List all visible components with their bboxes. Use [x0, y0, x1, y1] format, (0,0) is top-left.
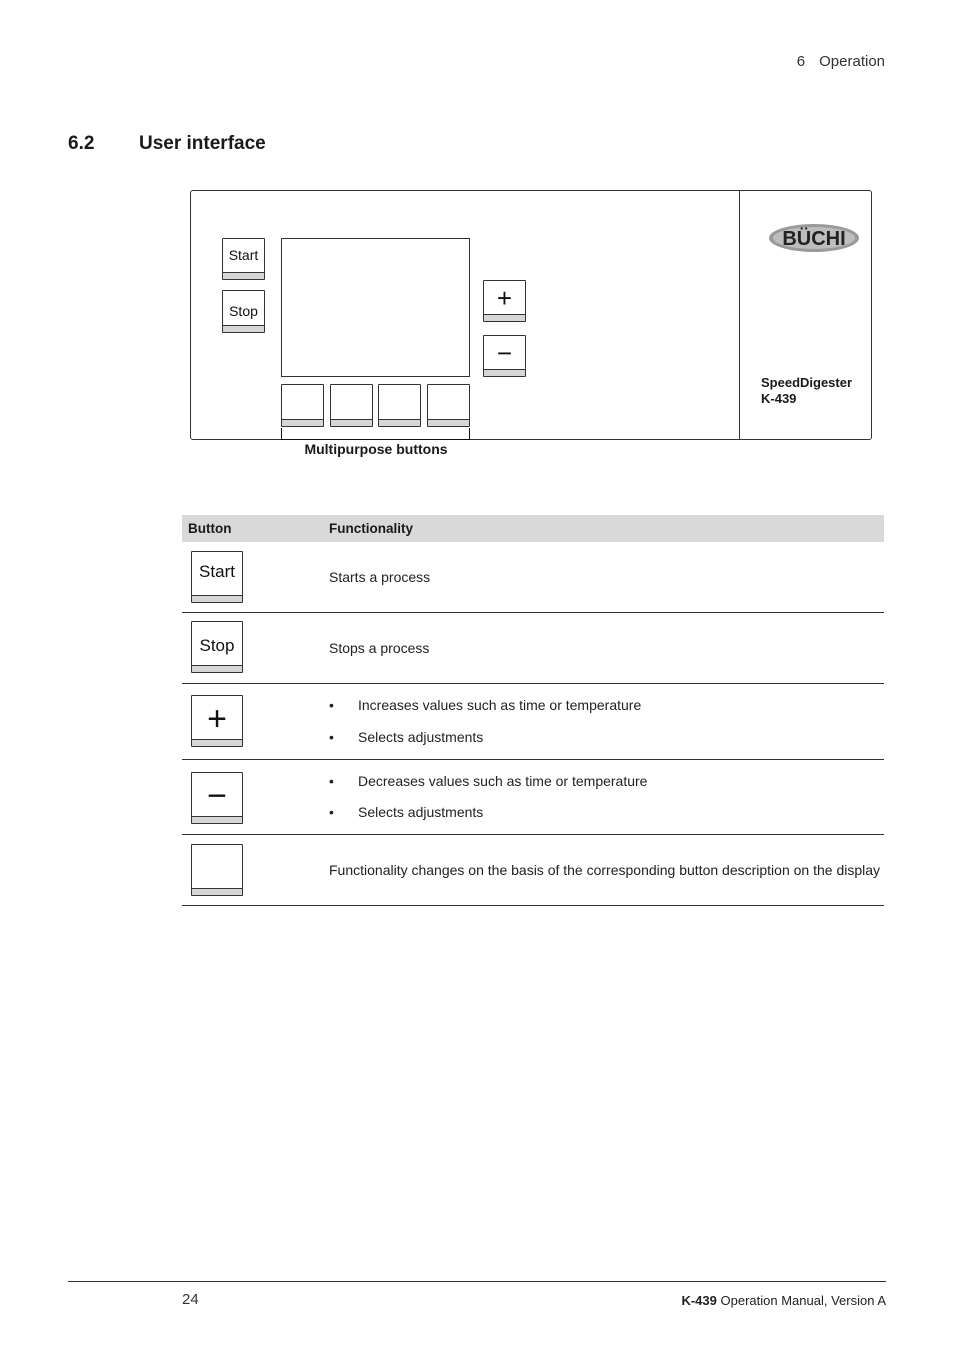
- logo-text: BÜCHI: [782, 228, 846, 250]
- minus-key: [483, 335, 526, 377]
- stop-key: [191, 621, 243, 673]
- section-title: User interface: [139, 133, 266, 154]
- bullet-text: Decreases values such as time or temperature: [358, 773, 648, 789]
- device-panel-illustration: [190, 190, 872, 457]
- panel-divider: [739, 191, 740, 439]
- stop-key-label: Stop: [199, 636, 235, 655]
- display-screen: [281, 238, 470, 377]
- bullet-text: Selects adjustments: [358, 804, 484, 820]
- table-header: [182, 515, 884, 542]
- start-key: [222, 238, 265, 280]
- running-header: [797, 53, 885, 70]
- multipurpose-key-4: [427, 384, 470, 427]
- multipurpose-buttons-label: Multipurpose buttons: [291, 441, 461, 457]
- bullet-dot: •: [329, 697, 334, 713]
- section-number: 6.2: [68, 133, 95, 154]
- bullet-dot: •: [329, 729, 334, 745]
- multipurpose-bracket: [281, 428, 470, 440]
- minus-key: [191, 772, 243, 824]
- chapter-number: 6: [796, 53, 806, 70]
- table-row: [182, 542, 884, 613]
- footer-document-reference: [681, 1293, 886, 1308]
- table-row: [182, 760, 884, 835]
- footer-model: K-439: [681, 1293, 717, 1308]
- footer-rule: [68, 1281, 886, 1282]
- plus-symbol: +: [496, 283, 513, 313]
- multipurpose-key-3: [378, 384, 421, 427]
- model-line-2: K-439: [761, 391, 797, 406]
- table-row: [182, 684, 884, 760]
- minus-symbol: −: [207, 777, 227, 815]
- plus-key: [191, 695, 243, 747]
- start-key-label: Start: [199, 562, 235, 581]
- bullet-text: Selects adjustments: [358, 729, 484, 745]
- footer-title: Operation Manual, Version A: [720, 1293, 886, 1308]
- row-description: Starts a process: [329, 569, 431, 585]
- bullet-text: Increases values such as time or temperature: [358, 697, 642, 713]
- multipurpose-key-1: [281, 384, 324, 427]
- buchi-logo: [768, 223, 860, 255]
- page-number: 24: [182, 1291, 199, 1308]
- stop-key: [222, 290, 265, 333]
- bullet-dot: •: [329, 804, 334, 820]
- stop-key-label: Stop: [229, 303, 258, 319]
- col-header-button: Button: [188, 521, 232, 536]
- table-row: [182, 835, 884, 906]
- model-line-1: SpeedDigester: [761, 375, 853, 390]
- model-name: [761, 375, 852, 407]
- multipurpose-key: [191, 844, 243, 896]
- col-header-functionality: Functionality: [329, 521, 413, 536]
- start-key: [191, 551, 243, 603]
- multipurpose-key-2: [330, 384, 373, 427]
- plus-key: [483, 280, 526, 322]
- chapter-title: Operation: [819, 53, 885, 70]
- button-functionality-table: [182, 515, 884, 906]
- row-description: Functionality changes on the basis of the corresponding button description on the display: [329, 862, 881, 878]
- start-key-label: Start: [228, 247, 259, 263]
- plus-symbol: +: [207, 700, 227, 738]
- minus-symbol: −: [496, 338, 513, 368]
- bullet-dot: •: [329, 773, 334, 789]
- table-row: [182, 613, 884, 684]
- row-description: Stops a process: [329, 640, 430, 656]
